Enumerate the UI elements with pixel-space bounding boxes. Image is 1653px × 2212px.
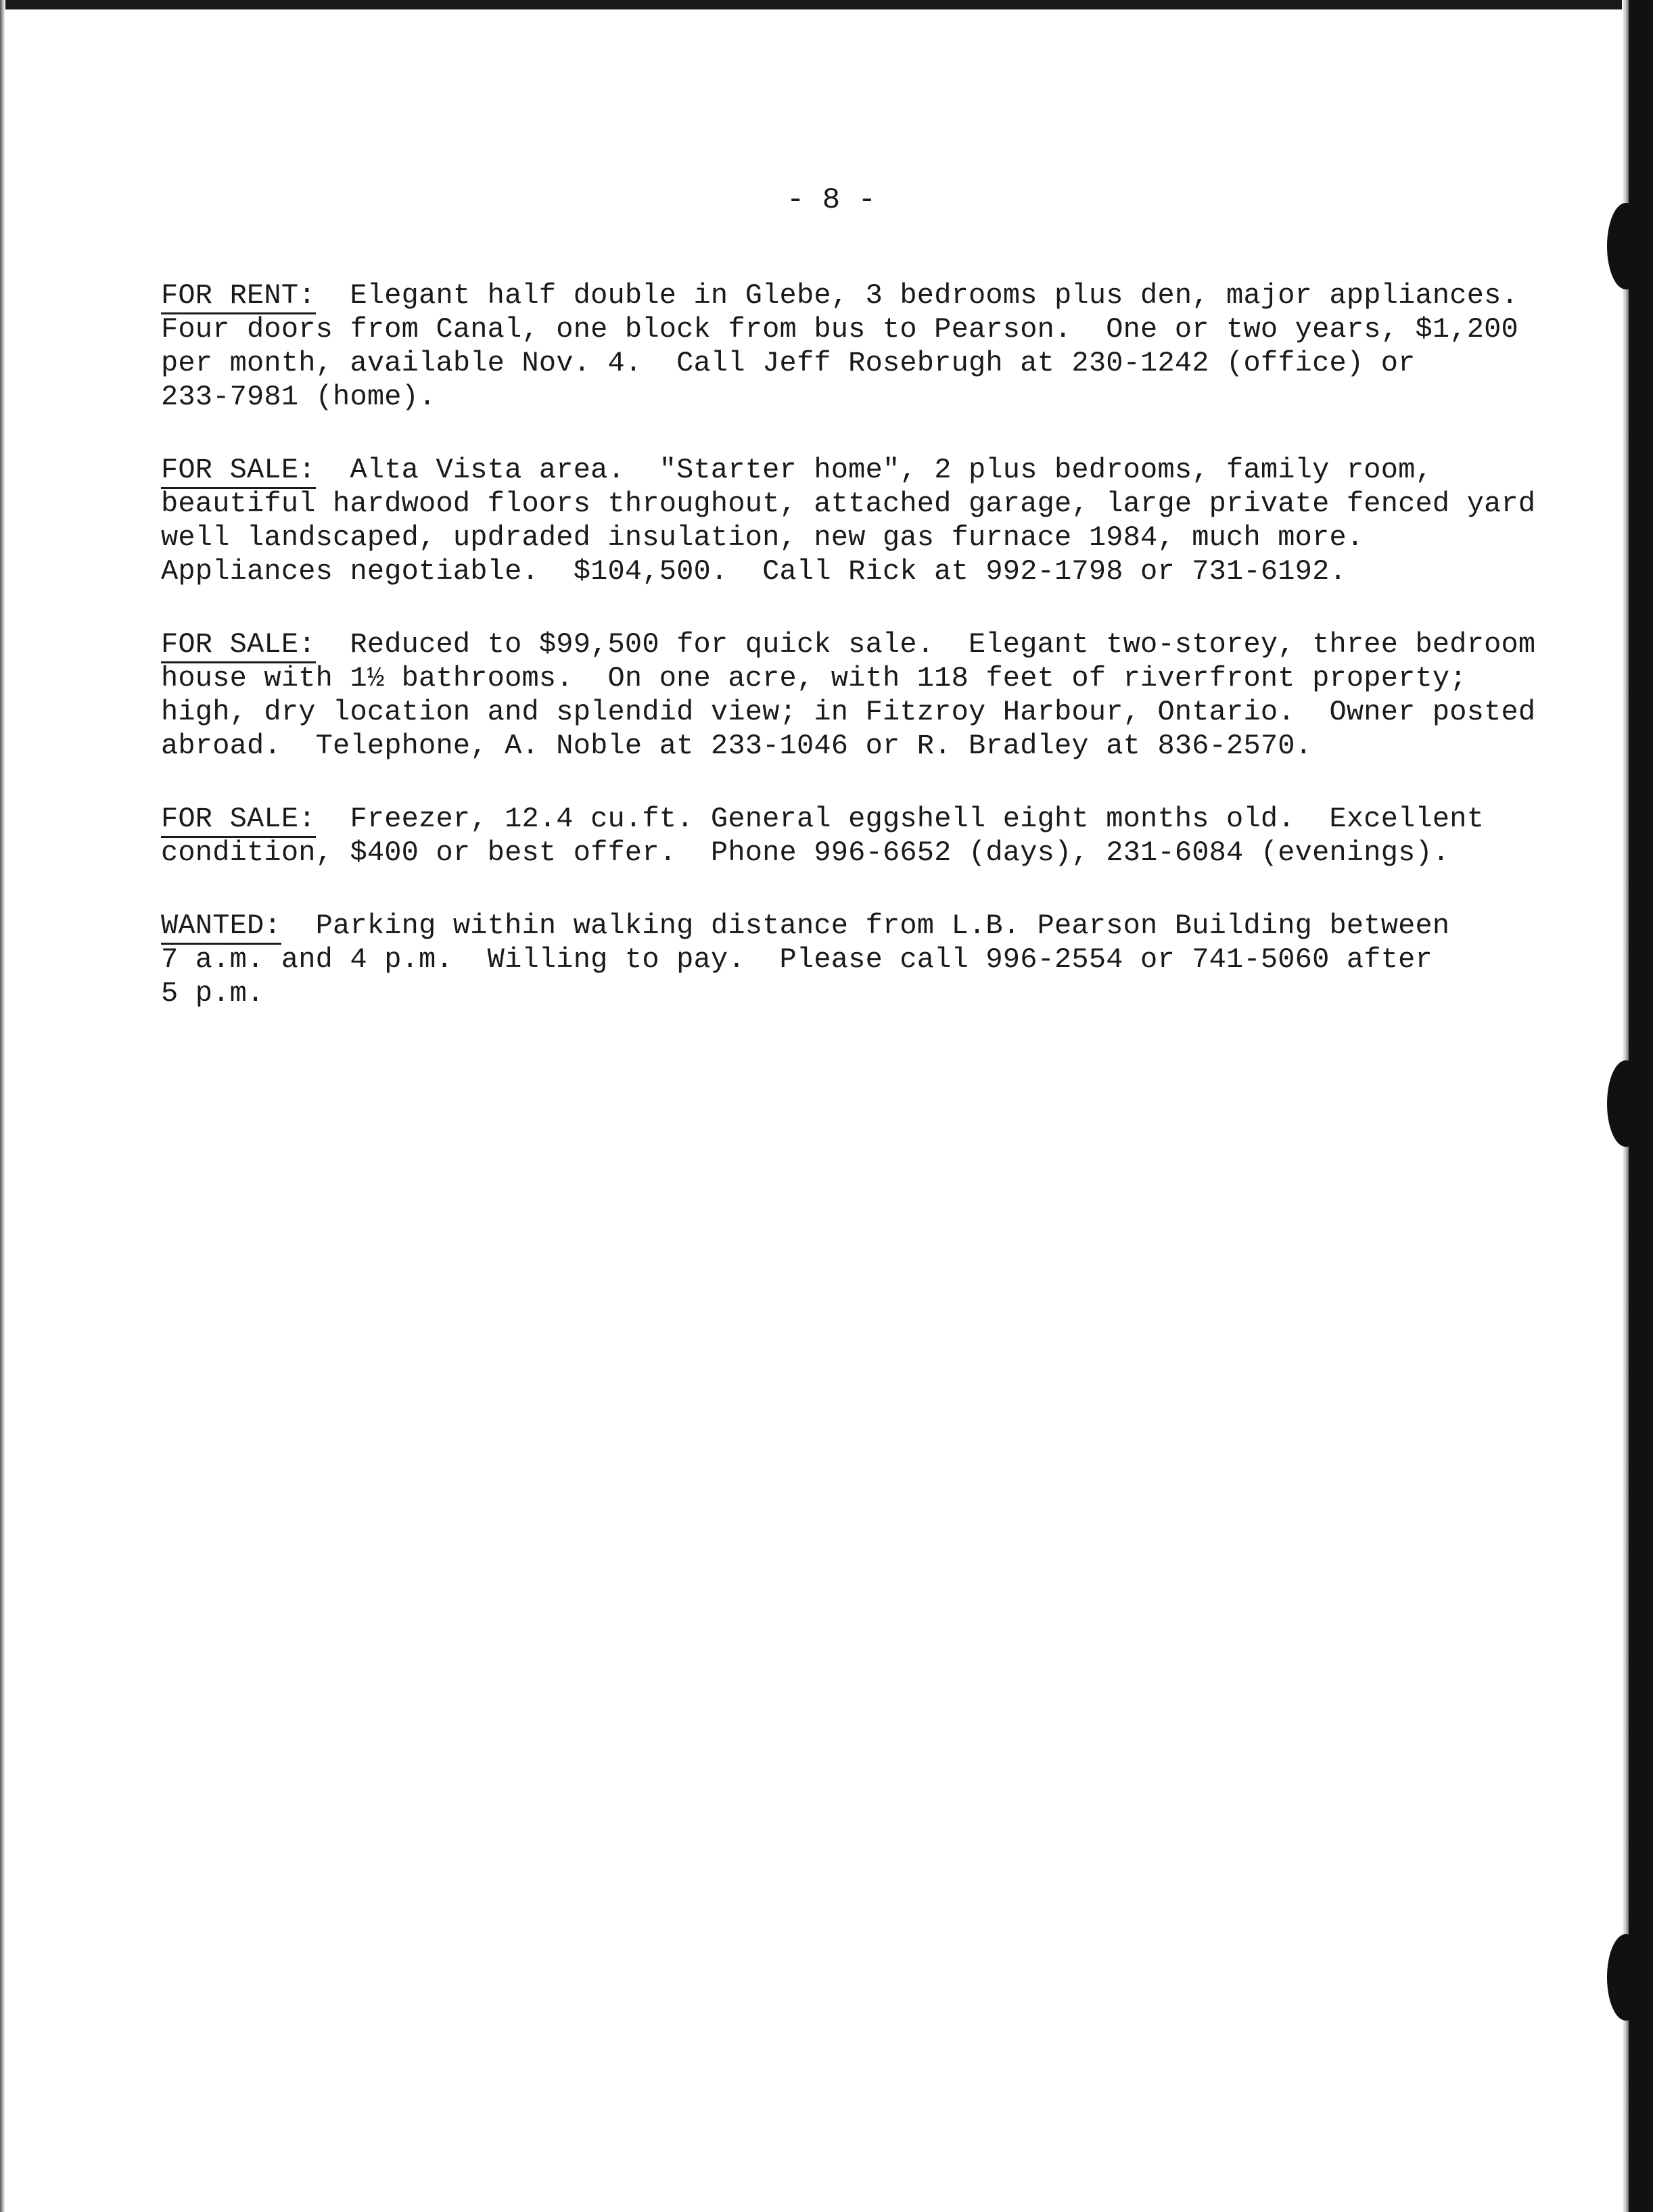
binder-hole: [1607, 1934, 1645, 2021]
ad-text: Freezer, 12.4 cu.ft. General eggshell eight months old. Excellent: [315, 803, 1485, 835]
ad-line: abroad. Telephone, A. Noble at 233-1046 or R. Bradley at 836-2570.: [161, 730, 1313, 762]
ad-line: [161, 802, 1527, 836]
ad-text: Elegant half double in Glebe, 3 bedrooms plus den, major appliances.: [315, 279, 1518, 312]
ad-line: 5 p.m.: [161, 977, 264, 1010]
ad-line: [161, 453, 1527, 487]
ad-line: beautiful hardwood floors throughout, attached garage, large private fenced yard: [161, 488, 1536, 520]
ad-text: Reduced to $99,500 for quick sale. Elegant two-storey, three bedroom: [315, 628, 1536, 661]
ad-line: condition, $400 or best offer. Phone 996-6652 (days), 231-6084 (evenings).: [161, 837, 1450, 869]
ad-wanted-parking: [161, 909, 1527, 1010]
ad-for-rent: [161, 279, 1527, 414]
ad-label: WANTED:: [161, 910, 281, 945]
ad-text: Parking within walking distance from L.B. Pearson Building between: [281, 910, 1450, 942]
page-number: - 8 -: [787, 183, 877, 217]
ad-line: 7 a.m. and 4 p.m. Willing to pay. Please call 996-2554 or 741-5060 after: [161, 943, 1433, 976]
ad-line: Four doors from Canal, one block from bus to Pearson. One or two years, $1,200: [161, 313, 1518, 346]
ad-line: house with 1½ bathrooms. On one acre, with 118 feet of riverfront property;: [161, 662, 1467, 695]
ad-label: FOR SALE:: [161, 454, 316, 489]
ad-line: well landscaped, updraded insulation, new gas furnace 1984, much more.: [161, 521, 1364, 554]
top-scan-edge: [0, 0, 1653, 9]
ad-line: 233-7981 (home).: [161, 381, 436, 413]
ad-line: Appliances negotiable. $104,500. Call Rick at 992-1798 or 731-6192.: [161, 555, 1347, 588]
binder-hole: [1607, 203, 1645, 289]
ad-label: FOR SALE:: [161, 803, 316, 838]
ad-line: [161, 279, 1527, 312]
ad-line: high, dry location and splendid view; in Fitzroy Harbour, Ontario. Owner posted: [161, 696, 1536, 728]
classified-ads: [161, 279, 1536, 1050]
ad-for-sale-alta-vista: [161, 453, 1536, 588]
left-scan-edge: [0, 0, 5, 2212]
ad-for-sale-fitzroy-harbour: [161, 628, 1536, 763]
ad-line: per month, available Nov. 4. Call Jeff Rosebrugh at 230-1242 (office) or: [161, 347, 1416, 379]
ad-label: FOR RENT:: [161, 279, 316, 314]
ad-label: FOR SALE:: [161, 628, 316, 663]
ad-line: [161, 909, 1527, 943]
ad-line: [161, 628, 1536, 661]
ad-text: Alta Vista area. "Starter home", 2 plus bedrooms, family room,: [315, 454, 1433, 486]
ad-for-sale-freezer: [161, 802, 1527, 870]
binder-hole: [1607, 1060, 1645, 1147]
